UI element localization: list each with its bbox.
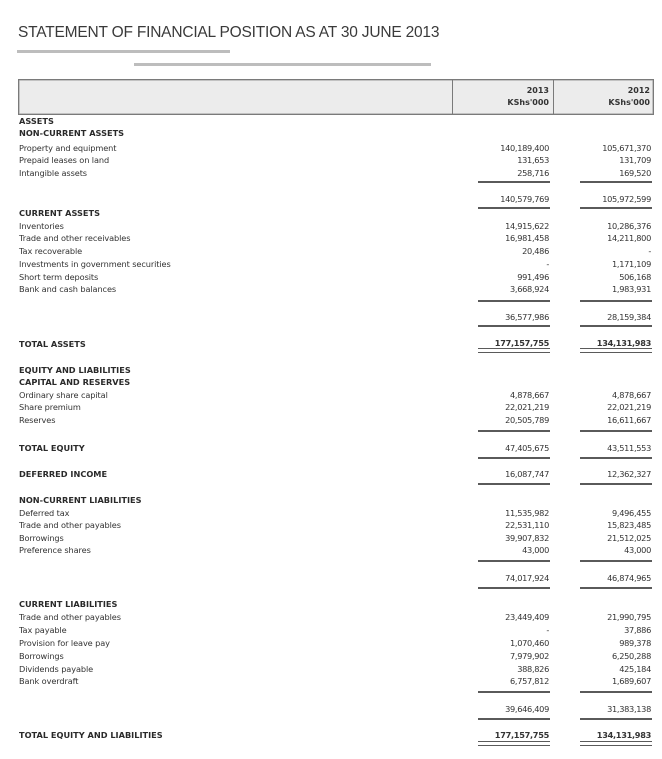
value-2013: 14,915,622 — [505, 221, 549, 231]
section-heading: NON-CURRENT LIABILITIES — [19, 495, 142, 505]
total-double-rule — [580, 741, 652, 746]
value-2013: 7,979,902 — [510, 651, 549, 661]
total-label: TOTAL EQUITY AND LIABILITIES — [19, 730, 163, 740]
value-2013: 20,505,789 — [505, 415, 549, 425]
value-2013: - — [546, 625, 549, 635]
total-2012: 134,131,983 — [596, 338, 651, 348]
row-label: Tax recoverable — [19, 246, 83, 256]
total-2013: 177,157,755 — [494, 730, 549, 740]
value-2013: 140,189,400 — [500, 143, 549, 153]
subtotal-rule — [478, 560, 550, 562]
subtotal-rule — [580, 207, 652, 209]
subtotal-rule — [580, 430, 652, 432]
total-label: TOTAL ASSETS — [19, 339, 86, 349]
table-header — [18, 79, 654, 115]
total-2013: 177,157,755 — [494, 338, 549, 348]
row-label: Borrowings — [19, 533, 64, 543]
row-label: Bank overdraft — [19, 676, 79, 686]
title-rule-secondary — [134, 63, 431, 66]
row-label: Short term deposits — [19, 272, 99, 282]
section-heading: CURRENT ASSETS — [19, 208, 100, 218]
subtotal-2013: 36,577,986 — [505, 312, 549, 322]
value-2013: 4,878,667 — [510, 390, 549, 400]
row-label: Trade and other payables — [19, 612, 121, 622]
value-2013: 16,087,747 — [505, 469, 549, 479]
value-2013: 39,907,832 — [505, 533, 549, 543]
total-label: DEFERRED INCOME — [19, 469, 108, 479]
value-2012: 425,184 — [619, 664, 651, 674]
subtotal-rule — [580, 560, 652, 562]
value-2012: 6,250,288 — [612, 651, 651, 661]
value-2012: 37,886 — [624, 625, 651, 635]
section-heading: NON-CURRENT ASSETS — [19, 128, 125, 138]
value-2013: 43,000 — [522, 545, 549, 555]
title-rule — [17, 50, 230, 53]
column-header-2013 — [455, 85, 549, 109]
row-label: Prepaid leases on land — [19, 155, 110, 165]
total-2012: 43,511,553 — [607, 443, 651, 453]
subtotal-rule — [478, 718, 550, 720]
value-2013: 6,757,812 — [510, 676, 549, 686]
row-label: Property and equipment — [19, 143, 117, 153]
subtotal-2012: 31,383,138 — [607, 704, 651, 714]
value-2012: 169,520 — [619, 168, 651, 178]
subtotal-rule — [580, 691, 652, 693]
value-2013: 388,826 — [517, 664, 549, 674]
subtotal-2012: 105,972,599 — [602, 194, 651, 204]
total-2013: 47,405,675 — [505, 443, 549, 453]
subtotal-rule — [478, 181, 550, 183]
row-label: Tax payable — [19, 625, 67, 635]
subtotal-rule — [478, 691, 550, 693]
row-label: Preference shares — [19, 545, 91, 555]
row-label: Deferred tax — [19, 508, 70, 518]
total-double-rule — [478, 741, 550, 746]
section-heading: ASSETS — [19, 116, 54, 126]
subtotal-rule — [478, 325, 550, 327]
column-year: 2013 — [526, 86, 549, 95]
row-label: Trade and other receivables — [19, 233, 131, 243]
value-2013: 991,496 — [517, 272, 549, 282]
page-title: STATEMENT OF FINANCIAL POSITION AS AT 30 JUNE 2013 — [18, 24, 440, 41]
subtotal-rule — [580, 587, 652, 589]
value-2012: 989,378 — [619, 638, 651, 648]
row-label: Investments in government securities — [19, 259, 171, 269]
column-unit: KShs'000 — [608, 98, 650, 107]
value-2012: 22,021,219 — [607, 402, 651, 412]
row-label: Trade and other payables — [19, 520, 121, 530]
total-double-rule — [478, 348, 550, 353]
row-label: Reserves — [19, 415, 56, 425]
value-2012: 15,823,485 — [607, 520, 651, 530]
subtotal-rule — [478, 300, 550, 302]
value-2012: 1,171,109 — [612, 259, 651, 269]
subtotal-2013: 74,017,924 — [505, 573, 549, 583]
value-2013: 16,981,458 — [505, 233, 549, 243]
value-2012: 4,878,667 — [612, 390, 651, 400]
subtotal-2013: 140,579,769 — [500, 194, 549, 204]
value-2012: 9,496,455 — [612, 508, 651, 518]
row-label: Borrowings — [19, 651, 64, 661]
value-2012: 1,689,607 — [612, 676, 651, 686]
section-heading: CAPITAL AND RESERVES — [19, 377, 131, 387]
subtotal-rule — [580, 325, 652, 327]
total-2012: 134,131,983 — [596, 730, 651, 740]
value-2013: 3,668,924 — [510, 284, 549, 294]
row-label: Inventories — [19, 221, 64, 231]
value-2012: 14,211,800 — [607, 233, 651, 243]
value-2013: 131,653 — [517, 155, 549, 165]
value-2012: 10,286,376 — [607, 221, 651, 231]
subtotal-rule — [478, 483, 550, 485]
column-divider — [553, 80, 554, 114]
subtotal-2013: 39,646,409 — [505, 704, 549, 714]
subtotal-rule — [580, 457, 652, 459]
value-2013: 11,535,982 — [505, 508, 549, 518]
value-2013: 258,716 — [517, 168, 549, 178]
column-unit: KShs'000 — [507, 98, 549, 107]
subtotal-rule — [478, 430, 550, 432]
total-label: TOTAL EQUITY — [19, 443, 85, 453]
row-label: Dividends payable — [19, 664, 94, 674]
value-2013: 22,021,219 — [505, 402, 549, 412]
value-2012: 1,983,931 — [612, 284, 651, 294]
value-2012: - — [648, 246, 651, 256]
row-label: Share premium — [19, 402, 81, 412]
section-heading: CURRENT LIABILITIES — [19, 599, 118, 609]
value-2012: 16,611,667 — [607, 415, 651, 425]
value-2013: 1,070,460 — [510, 638, 549, 648]
value-2013: - — [546, 259, 549, 269]
value-2013: 20,486 — [522, 246, 549, 256]
subtotal-rule — [478, 207, 550, 209]
subtotal-rule — [478, 587, 550, 589]
row-label: Bank and cash balances — [19, 284, 117, 294]
subtotal-rule — [580, 300, 652, 302]
subtotal-rule — [580, 483, 652, 485]
total-double-rule — [580, 348, 652, 353]
row-label: Intangible assets — [19, 168, 87, 178]
row-label: Provision for leave pay — [19, 638, 110, 648]
value-2012: 506,168 — [619, 272, 651, 282]
subtotal-rule — [580, 181, 652, 183]
subtotal-2012: 28,159,384 — [607, 312, 651, 322]
subtotal-2012: 46,874,965 — [607, 573, 651, 583]
row-label: Ordinary share capital — [19, 390, 108, 400]
column-divider — [452, 80, 453, 114]
value-2013: 23,449,409 — [505, 612, 549, 622]
value-2012: 105,671,370 — [602, 143, 651, 153]
value-2012: 43,000 — [624, 545, 651, 555]
column-header-2012 — [556, 85, 650, 109]
value-2013: 22,531,110 — [505, 520, 549, 530]
section-heading: EQUITY AND LIABILITIES — [19, 365, 131, 375]
value-2012: 131,709 — [619, 155, 651, 165]
value-2012: 21,990,795 — [607, 612, 651, 622]
value-2012: 12,362,327 — [607, 469, 651, 479]
value-2012: 21,512,025 — [607, 533, 651, 543]
subtotal-rule — [478, 457, 550, 459]
column-year: 2012 — [627, 86, 650, 95]
subtotal-rule — [580, 718, 652, 720]
